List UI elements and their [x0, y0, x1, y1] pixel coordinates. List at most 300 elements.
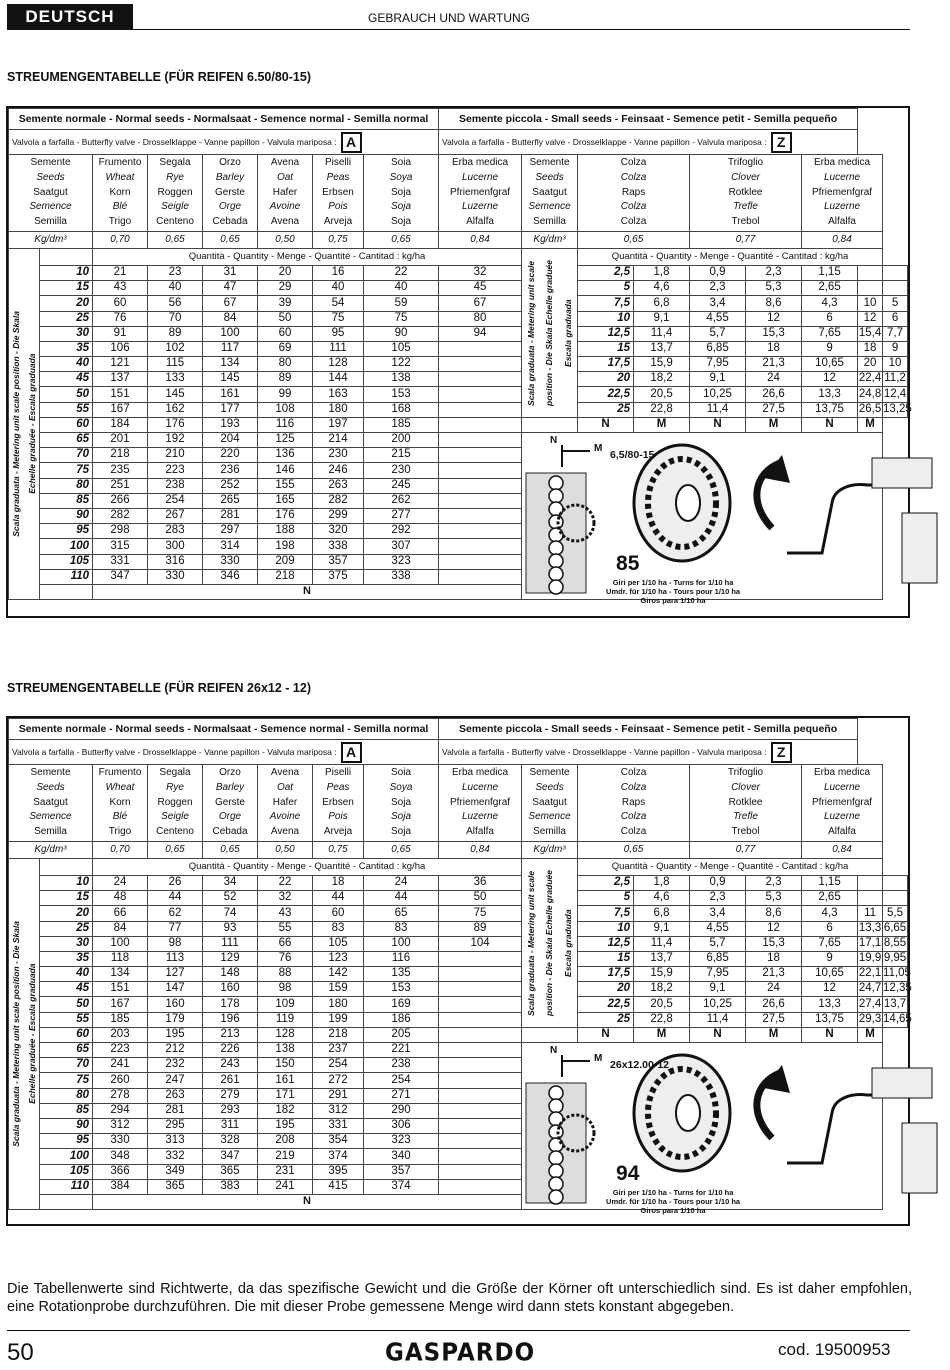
- scale-value: 100: [69, 539, 89, 552]
- scale-value: 65: [76, 1043, 89, 1056]
- scale-value: 95: [76, 1134, 89, 1147]
- small-rate-value: 7,65: [818, 326, 841, 339]
- rate-value: 311: [220, 1119, 240, 1132]
- rate-value: 204: [220, 433, 240, 446]
- crop-name: Luzerne: [823, 201, 861, 213]
- small-rate-value: 21,3: [762, 357, 785, 370]
- turns-label: Giros para 1/10 ha: [640, 596, 706, 606]
- rate-value: 338: [391, 569, 411, 582]
- crop-name: Blé: [112, 811, 128, 823]
- rate-value: 331: [110, 554, 130, 567]
- scale-value: 45: [76, 372, 89, 385]
- rate-value: 348: [110, 1149, 130, 1162]
- normal-seeds-heading: Semente normale - Normal seeds - Normalsaat - Semence normal - Semilla normal: [18, 112, 429, 125]
- table-row: [9, 997, 908, 1012]
- rate-value: 32: [278, 891, 292, 904]
- scale-value: 10: [76, 266, 89, 279]
- rate-value: 100: [220, 326, 240, 339]
- scale-value: 70: [76, 448, 89, 461]
- small-scale-value: 15: [617, 342, 631, 355]
- rate-value: 314: [220, 539, 240, 552]
- rate-value: 180: [328, 997, 348, 1010]
- rate-value: 60: [278, 326, 292, 339]
- n-m-label: M: [865, 418, 875, 431]
- rate-value: 198: [275, 539, 295, 552]
- tyre-size: 26x12.00-12: [610, 1059, 670, 1072]
- small-rate-value: 1,15: [818, 876, 841, 889]
- table-row: [9, 265, 908, 280]
- small-rate-value: 7,95: [706, 357, 729, 370]
- crop-name: Rye: [166, 781, 184, 793]
- crop-name: Pois: [328, 811, 348, 823]
- header-divider: [7, 29, 910, 30]
- rate-value: 90: [394, 326, 408, 339]
- rate-value: 252: [220, 478, 240, 491]
- rate-value: 178: [220, 997, 240, 1010]
- crop-name: Erba medica: [451, 767, 509, 778]
- rate-value: 251: [110, 478, 130, 491]
- rate-value: 365: [220, 1164, 240, 1177]
- quantity-label: Quantità - Quantity - Menge - Quantité - Cantitad : kg/ha: [188, 861, 426, 873]
- table-1: [6, 106, 910, 618]
- rate-value: 77: [168, 921, 182, 934]
- scale-axis-label: Scala graduata - Metering unit scale position - Die Skala: [10, 921, 21, 1147]
- rate-value: 129: [220, 952, 240, 965]
- rate-value: 119: [275, 1012, 295, 1025]
- rate-value: 330: [220, 554, 240, 567]
- rate-value: 384: [110, 1179, 130, 1192]
- n-m-label: N: [825, 418, 834, 431]
- rate-value: 104: [470, 936, 490, 949]
- n-m-label: M: [656, 1028, 667, 1041]
- rate-value: 40: [331, 281, 345, 294]
- rate-value: 135: [391, 967, 411, 980]
- scale-axis-label: position - Die Skala Echelle graduée: [544, 869, 555, 1016]
- rate-value: 203: [110, 1028, 130, 1041]
- crop-name: Erbsen: [322, 186, 354, 198]
- footer-divider: [7, 1330, 910, 1331]
- rate-value: 113: [165, 952, 185, 965]
- small-rate-value: 24,8: [858, 387, 882, 400]
- scale-value: 100: [69, 1149, 89, 1162]
- scale-value: 85: [76, 493, 89, 506]
- rate-value: 271: [391, 1088, 411, 1101]
- scale-axis-label: Scala graduata - Metering unit scale position - Die Skala: [10, 311, 21, 537]
- table-row: [9, 281, 908, 296]
- rate-value: 151: [110, 982, 130, 995]
- crop-name: Trebol: [731, 826, 760, 838]
- table-row: [9, 936, 908, 951]
- rate-value: 374: [391, 1179, 411, 1192]
- crop-name: Raps: [621, 186, 646, 198]
- rate-value: 281: [220, 509, 240, 522]
- small-rate-value: 12,4: [883, 387, 907, 400]
- rate-value: 44: [394, 891, 408, 904]
- crop-name: Peas: [326, 781, 350, 793]
- language-tab: DEUTSCH: [7, 4, 133, 29]
- small-rate-value: 18,2: [650, 982, 673, 995]
- small-scale-value: 7,5: [614, 296, 631, 309]
- small-scale-value: 15: [617, 952, 631, 965]
- crop-name: Avena: [270, 216, 300, 228]
- small-rate-value: 22,4: [858, 372, 882, 385]
- crop-name: Raps: [621, 796, 646, 808]
- crop-name: Lucerne: [823, 781, 861, 793]
- rate-value: 160: [165, 997, 185, 1010]
- density-value: 0,75: [328, 233, 348, 245]
- table-row: [9, 417, 908, 432]
- scale-value: 25: [76, 311, 89, 324]
- n-m-label: N: [713, 418, 722, 431]
- small-rate-value: 0,9: [709, 876, 726, 889]
- rate-value: 163: [328, 387, 348, 400]
- small-rate-value: 11: [864, 906, 877, 919]
- valve-z-box: Z: [771, 742, 792, 763]
- rate-value: 241: [110, 1058, 130, 1071]
- small-scale-value: 2,5: [614, 266, 631, 279]
- rate-value: 43: [278, 906, 292, 919]
- rate-value: 238: [391, 1058, 411, 1071]
- scale-axis-label: Echelle graduée - Escala graduada: [26, 353, 37, 495]
- crop-name: Erbsen: [322, 796, 354, 808]
- rate-value: 346: [220, 569, 240, 582]
- rate-value: 315: [110, 539, 130, 552]
- small-scale-value: 5: [623, 891, 631, 904]
- rate-value: 312: [110, 1119, 130, 1132]
- rate-value: 20: [278, 266, 292, 279]
- small-scale-value: 2,5: [614, 876, 631, 889]
- crop-name: Colza: [620, 171, 647, 183]
- rate-value: 118: [110, 952, 130, 965]
- rate-value: 254: [328, 1058, 348, 1071]
- crop-name: Seigle: [161, 201, 189, 213]
- rate-value: 128: [328, 357, 348, 370]
- small-rate-value: 13,25: [883, 402, 912, 415]
- small-rate-value: 9,1: [709, 982, 726, 995]
- small-rate-value: 7,65: [818, 936, 841, 949]
- n-m-label: M: [768, 1028, 779, 1041]
- rate-value: 22: [278, 876, 292, 889]
- crop-name: Frumento: [98, 157, 142, 168]
- rate-value: 34: [223, 876, 237, 889]
- rate-value: 261: [220, 1073, 240, 1086]
- small-rate-value: 4,6: [653, 891, 670, 904]
- rate-value: 232: [165, 1058, 185, 1071]
- small-rate-value: 11,05: [883, 967, 911, 980]
- gearbox-illustration: [522, 1043, 882, 1216]
- rate-value: 76: [113, 311, 127, 324]
- quantity-label: Quantità - Quantity - Menge - Quantité - Cantitad : kg/ha: [611, 251, 849, 263]
- rate-value: 299: [328, 509, 348, 522]
- rate-value: 230: [328, 448, 348, 461]
- rate-value: 56: [168, 296, 182, 309]
- rate-value: 123: [328, 952, 348, 965]
- seed-label: Saatgut: [33, 186, 68, 198]
- density-label: Kg/dm³: [34, 233, 67, 245]
- rate-value: 223: [110, 1043, 130, 1056]
- small-rate-value: 9,95: [883, 952, 907, 965]
- rate-value: 266: [110, 493, 130, 506]
- density-value: 0,65: [391, 233, 411, 245]
- density-value: 0,70: [110, 843, 130, 855]
- rate-value: 121: [110, 357, 130, 370]
- small-rate-value: 3,4: [709, 906, 726, 919]
- rate-value: 171: [275, 1088, 295, 1101]
- rate-value: 218: [110, 448, 130, 461]
- rate-value: 231: [275, 1164, 295, 1177]
- rate-value: 179: [165, 1012, 185, 1025]
- density-value: 0,65: [391, 843, 411, 855]
- dosage-grid: [8, 718, 912, 1216]
- crop-name: Piselli: [324, 157, 352, 168]
- scale-value: 80: [76, 1088, 89, 1101]
- scale-value: 65: [76, 433, 89, 446]
- crop-name: Arveja: [323, 826, 353, 838]
- crop-name: Orzo: [219, 767, 241, 778]
- turns-value: 94: [616, 1162, 640, 1186]
- rate-value: 283: [165, 524, 185, 537]
- rate-value: 32: [473, 266, 487, 279]
- small-rate-value: 18,2: [650, 372, 673, 385]
- small-rate-value: 29,3: [858, 1012, 882, 1025]
- small-rate-value: 5,3: [765, 891, 782, 904]
- crop-name: Clover: [731, 781, 760, 793]
- density-value: 0,84: [470, 233, 490, 245]
- small-rate-value: 9,1: [709, 372, 726, 385]
- scale-value: 15: [76, 281, 89, 294]
- small-rate-value: 12: [823, 982, 836, 995]
- crop-name: Gerste: [214, 186, 245, 198]
- rate-value: 89: [473, 921, 487, 934]
- small-scale-value: 20: [617, 982, 631, 995]
- table-2: [6, 716, 910, 1226]
- rate-value: 185: [391, 418, 411, 431]
- rate-value: 22: [394, 266, 408, 279]
- small-rate-value: 27,5: [762, 1012, 785, 1025]
- scale-value: 60: [76, 418, 89, 431]
- crop-name: Colza: [620, 781, 647, 793]
- crop-name: Colza: [620, 216, 647, 228]
- rate-value: 176: [275, 509, 295, 522]
- crop-name: Luzerne: [823, 811, 861, 823]
- rate-value: 128: [275, 1028, 295, 1041]
- crop-name: Cebada: [212, 216, 248, 228]
- rate-value: 374: [328, 1149, 348, 1162]
- small-rate-value: 13,75: [815, 1012, 844, 1025]
- small-seeds-heading: Semente piccola - Small seeds - Feinsaat - Semence petit - Semilla pequeño: [458, 722, 838, 735]
- rate-value: 67: [223, 296, 237, 309]
- rate-value: 67: [473, 296, 487, 309]
- table-row: [9, 402, 908, 417]
- seed-label: Semilla: [533, 216, 566, 228]
- density-value: 0,70: [110, 233, 130, 245]
- small-scale-value: 22,5: [607, 997, 631, 1010]
- seed-label: Saatgut: [532, 186, 567, 198]
- rate-value: 313: [165, 1134, 185, 1147]
- crop-name: Soia: [391, 767, 412, 778]
- scale-value: 15: [76, 891, 89, 904]
- rate-value: 220: [220, 448, 240, 461]
- rate-value: 245: [391, 478, 411, 491]
- rate-value: 293: [220, 1103, 240, 1116]
- crop-name: Soja: [391, 826, 412, 838]
- rate-value: 199: [328, 1012, 348, 1025]
- crop-name: Rye: [166, 171, 184, 183]
- valve-label: Valvola a farfalla - Butterfly valve - Drosselklappe - Vanne papillon - Valvula mariposa :: [442, 746, 767, 757]
- table-row: [9, 921, 908, 936]
- footnote: Die Tabellenwerte sind Richtwerte, da das spezifische Gewicht und die Größe der Körner oft unterschiedlich sind. Es ist daher empfohlen, eine Rotationprobe durchzuführen. Die mit dieser Probe gemessene Menge wird dann stets konstant abgegeben.: [7, 1281, 912, 1315]
- crop-name: Alfalfa: [466, 216, 494, 228]
- rate-value: 209: [275, 554, 295, 567]
- rate-value: 354: [328, 1134, 348, 1147]
- rate-value: 40: [168, 281, 182, 294]
- rate-value: 62: [168, 906, 182, 919]
- rate-value: 272: [328, 1073, 348, 1086]
- small-rate-value: 17,1: [858, 936, 882, 949]
- rate-value: 43: [113, 281, 127, 294]
- table-2-title: STREUMENGENTABELLE (FÜR REIFEN 26x12 - 12): [7, 681, 311, 695]
- small-seeds-heading: Semente piccola - Small seeds - Feinsaat - Semence petit - Semilla pequeño: [458, 112, 838, 125]
- rate-value: 55: [278, 921, 292, 934]
- rate-value: 167: [110, 402, 130, 415]
- turns-label: Umdr. für 1/10 ha - Tours pour 1/10 ha: [606, 1197, 741, 1207]
- density-value: 0,50: [275, 233, 295, 245]
- rate-value: 145: [165, 387, 185, 400]
- rate-value: 74: [223, 906, 237, 919]
- rate-value: 134: [110, 967, 130, 980]
- crop-name: Lucerne: [823, 171, 861, 183]
- crop-name: Trigo: [108, 216, 132, 228]
- density-value: 0,65: [220, 843, 240, 855]
- rate-value: 39: [278, 296, 292, 309]
- density-value: 0,65: [623, 843, 644, 855]
- rate-value: 84: [223, 311, 237, 324]
- crop-name: Trifoglio: [727, 767, 764, 778]
- rate-value: 332: [165, 1149, 185, 1162]
- small-rate-value: 19,9: [858, 952, 882, 965]
- small-rate-value: 24,7: [858, 982, 882, 995]
- rate-value: 80: [473, 311, 487, 324]
- crop-name: Pfriemenfgraf: [812, 186, 873, 198]
- rate-value: 24: [113, 876, 127, 889]
- rate-value: 168: [391, 402, 411, 415]
- rate-value: 153: [391, 982, 411, 995]
- crop-name: Barley: [215, 781, 245, 793]
- small-scale-value: 17,5: [607, 967, 631, 980]
- crop-name: Avoine: [269, 811, 301, 823]
- crop-name: Soja: [391, 216, 412, 228]
- crop-name: Colza: [620, 201, 647, 213]
- rate-value: 76: [278, 952, 292, 965]
- valve-label: Valvola a farfalla - Butterfly valve - Drosselklappe - Vanne papillon - Valvula mariposa :: [442, 136, 767, 147]
- scale-value: 105: [69, 1164, 89, 1177]
- small-rate-value: 15,9: [650, 357, 673, 370]
- small-rate-value: 12: [767, 311, 780, 324]
- rate-value: 212: [165, 1043, 185, 1056]
- rate-value: 215: [391, 448, 411, 461]
- crop-name: Soja: [391, 186, 412, 198]
- scale-axis-label: Scala graduata - Metering unit scale: [525, 260, 536, 406]
- rate-value: 153: [391, 387, 411, 400]
- density-value: 0,50: [275, 843, 295, 855]
- scale-value: 50: [76, 997, 89, 1010]
- rate-value: 247: [165, 1073, 185, 1086]
- scale-value: 45: [76, 982, 89, 995]
- small-rate-value: 2,3: [709, 891, 726, 904]
- rate-value: 83: [394, 921, 408, 934]
- crop-name: Orge: [218, 811, 242, 823]
- scale-value: 30: [76, 936, 89, 949]
- small-rate-value: 0,9: [709, 266, 726, 279]
- rate-value: 167: [110, 997, 130, 1010]
- valve-label: Valvola a farfalla - Butterfly valve - Drosselklappe - Vanne papillon - Valvula mariposa :: [12, 136, 337, 147]
- rate-value: 48: [113, 891, 127, 904]
- rate-value: 218: [275, 569, 295, 582]
- crop-name: Rotklee: [728, 796, 763, 808]
- rate-value: 26: [168, 876, 182, 889]
- crop-name: Trigo: [108, 826, 132, 838]
- crop-name: Rotklee: [728, 186, 763, 198]
- rate-value: 300: [165, 539, 185, 552]
- rate-value: 23: [168, 266, 182, 279]
- density-value: 0,84: [832, 843, 852, 855]
- scale-axis-label: position - Die Skala Echelle graduée: [544, 259, 555, 406]
- crop-name: Soya: [389, 171, 413, 183]
- table-row: [9, 891, 908, 906]
- gear-m-label: M: [594, 1053, 603, 1065]
- rate-value: 36: [473, 876, 487, 889]
- small-rate-value: 11,2: [884, 372, 906, 385]
- rate-value: 93: [223, 921, 237, 934]
- rate-value: 236: [220, 463, 240, 476]
- n-m-label: M: [865, 1028, 875, 1041]
- small-rate-value: 15,3: [762, 936, 785, 949]
- turns-label: Umdr. für 1/10 ha - Tours pour 1/10 ha: [606, 587, 741, 597]
- crop-name: Peas: [326, 171, 350, 183]
- small-rate-value: 2,65: [818, 281, 841, 294]
- crop-name: Seigle: [161, 811, 189, 823]
- rate-value: 415: [328, 1179, 348, 1192]
- seed-label: Semence: [29, 811, 72, 823]
- crop-name: Segala: [159, 157, 191, 168]
- small-rate-value: 13,75: [815, 402, 844, 415]
- turns-label: Giri per 1/10 ha - Turns for 1/10 ha: [612, 1188, 734, 1198]
- rate-value: 201: [110, 433, 130, 446]
- rate-value: 312: [328, 1103, 348, 1116]
- scale-value: 95: [76, 524, 89, 537]
- crop-name: Clover: [731, 171, 760, 183]
- small-rate-value: 15,9: [650, 967, 673, 980]
- scale-value: 20: [76, 296, 89, 309]
- rate-value: 111: [221, 936, 239, 949]
- rate-value: 99: [278, 387, 292, 400]
- rate-value: 328: [220, 1134, 240, 1147]
- crop-name: Avena: [270, 826, 300, 838]
- rate-value: 278: [110, 1088, 130, 1101]
- table-row: [9, 967, 908, 982]
- rate-value: 195: [275, 1119, 295, 1132]
- rate-value: 117: [220, 342, 240, 355]
- rate-value: 16: [331, 266, 345, 279]
- rate-value: 105: [391, 342, 411, 355]
- small-rate-value: 18: [767, 952, 780, 965]
- small-rate-value: 8,55: [883, 936, 907, 949]
- rate-value: 375: [328, 569, 348, 582]
- small-rate-value: 8,6: [765, 296, 782, 309]
- rate-value: 111: [329, 342, 347, 355]
- small-rate-value: 6,8: [653, 296, 670, 309]
- crop-name: Hafer: [272, 796, 298, 808]
